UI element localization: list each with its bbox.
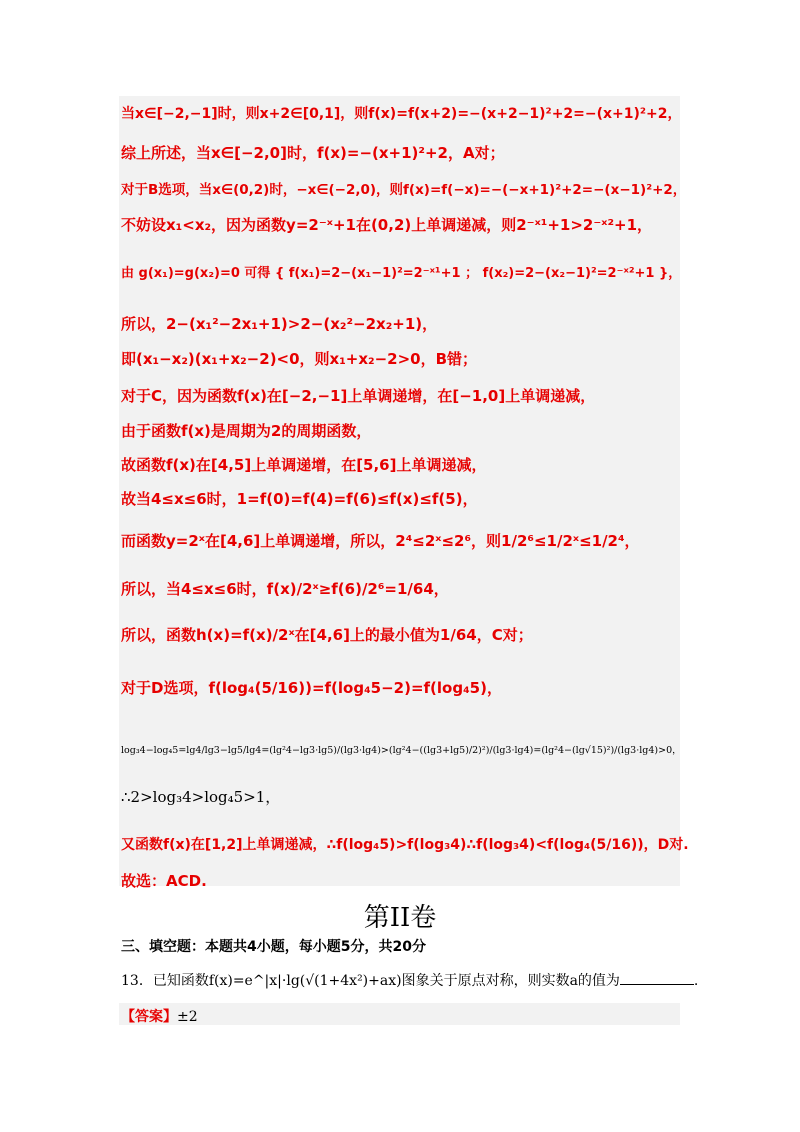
section-title: 第II卷 bbox=[363, 903, 437, 933]
solution-line-18: 又函数f(x)在[1,2]上单调递减，∴f(log₄5)>f(log₃4)∴f(log₃4)<f(log₄(5/16))，D对. bbox=[121, 837, 689, 853]
answer-blank bbox=[620, 970, 694, 985]
answer-panel bbox=[119, 1003, 680, 1025]
solution-line-10: 故函数f(x)在[4,5]上单调递增，在[5,6]上单调递减， bbox=[121, 456, 487, 474]
solution-line-13: 所以，当4≤x≤6时，f(x)/2ˣ≥f(6)/2⁶=1/64， bbox=[121, 580, 449, 598]
question-13-text: 13．已知函数f(x)=e^|x|·lg(√(1+4x²)+ax)图象关于原点对称，则实数a的值为 bbox=[121, 973, 620, 989]
solution-line-5: 由 g(x₁)=g(x₂)=0 可得 { f(x₁)=2−(x₁−1)²=2⁻ˣ¹+1 ； f(x₂)=2−(x₂−1)²=2⁻ˣ²+1 }， bbox=[121, 266, 682, 281]
solution-line-15: 对于D选项，f(log₄(5/16))=f(log₄5−2)=f(log₄5)， bbox=[121, 679, 502, 697]
solution-line-2: 综上所述，当x∈[−2,0]时，f(x)=−(x+1)²+2，A对； bbox=[121, 144, 505, 162]
solution-line-7: 即(x₁−x₂)(x₁+x₂−2)<0，则x₁+x₂−2>0，B错； bbox=[121, 350, 478, 368]
solution-line-12: 而函数y=2ˣ在[4,6]上单调递增，所以，2⁴≤2ˣ≤2⁶，则1/2⁶≤1/2ˣ≤1/2⁴， bbox=[121, 532, 640, 550]
solution-line-6: 所以，2−(x₁²−2x₁+1)>2−(x₂²−2x₂+1)， bbox=[121, 315, 438, 333]
solution-line-16: log₃4−log₄5=lg4/lg3−lg5/lg4=(lg²4−lg3·lg5)/(lg3·lg4)>(lg²4−((lg3+lg5)/2)²)/(lg3·lg4)=(lg²4−(lg√15)²)/(lg3·lg4)>0， bbox=[121, 745, 682, 756]
question-13 bbox=[121, 970, 698, 990]
solution-line-8: 对于C，因为函数f(x)在[−2,−1]上单调递增，在[−1,0]上单调递减， bbox=[121, 387, 596, 405]
solution-line-11: 故当4≤x≤6时，1=f(0)=f(4)=f(6)≤f(x)≤f(5)， bbox=[121, 490, 478, 508]
answer-value: ±2 bbox=[177, 1009, 198, 1025]
answer-label: 【答案】 bbox=[121, 1009, 177, 1025]
solution-line-17: ∴2>log₃4>log₄5>1， bbox=[121, 788, 281, 806]
question-13-end: . bbox=[693, 973, 699, 989]
solution-line-19: 故选：ACD. bbox=[121, 872, 207, 890]
answer bbox=[121, 1006, 198, 1026]
solution-line-4: 不妨设x₁<x₂，因为函数y=2⁻ˣ+1在(0,2)上单调递减，则2⁻ˣ¹+1>2⁻ˣ²+1， bbox=[121, 216, 653, 234]
solution-line-3: 对于B选项，当x∈(0,2)时，−x∈(−2,0)，则f(x)=f(−x)=−(−x+1)²+2=−(x−1)²+2， bbox=[121, 182, 687, 198]
solution-line-9: 由于函数f(x)是周期为2的周期函数， bbox=[121, 422, 372, 440]
solution-line-14: 所以，函数h(x)=f(x)/2ˣ在[4,6]上的最小值为1/64，C对； bbox=[121, 626, 533, 644]
section-heading: 三、填空题：本题共4小题，每小题5分，共20分 bbox=[121, 939, 426, 955]
solution-line-1: 当x∈[−2,−1]时，则x+2∈[0,1]，则f(x)=f(x+2)=−(x+2−1)²+2=−(x+1)²+2， bbox=[121, 106, 682, 122]
